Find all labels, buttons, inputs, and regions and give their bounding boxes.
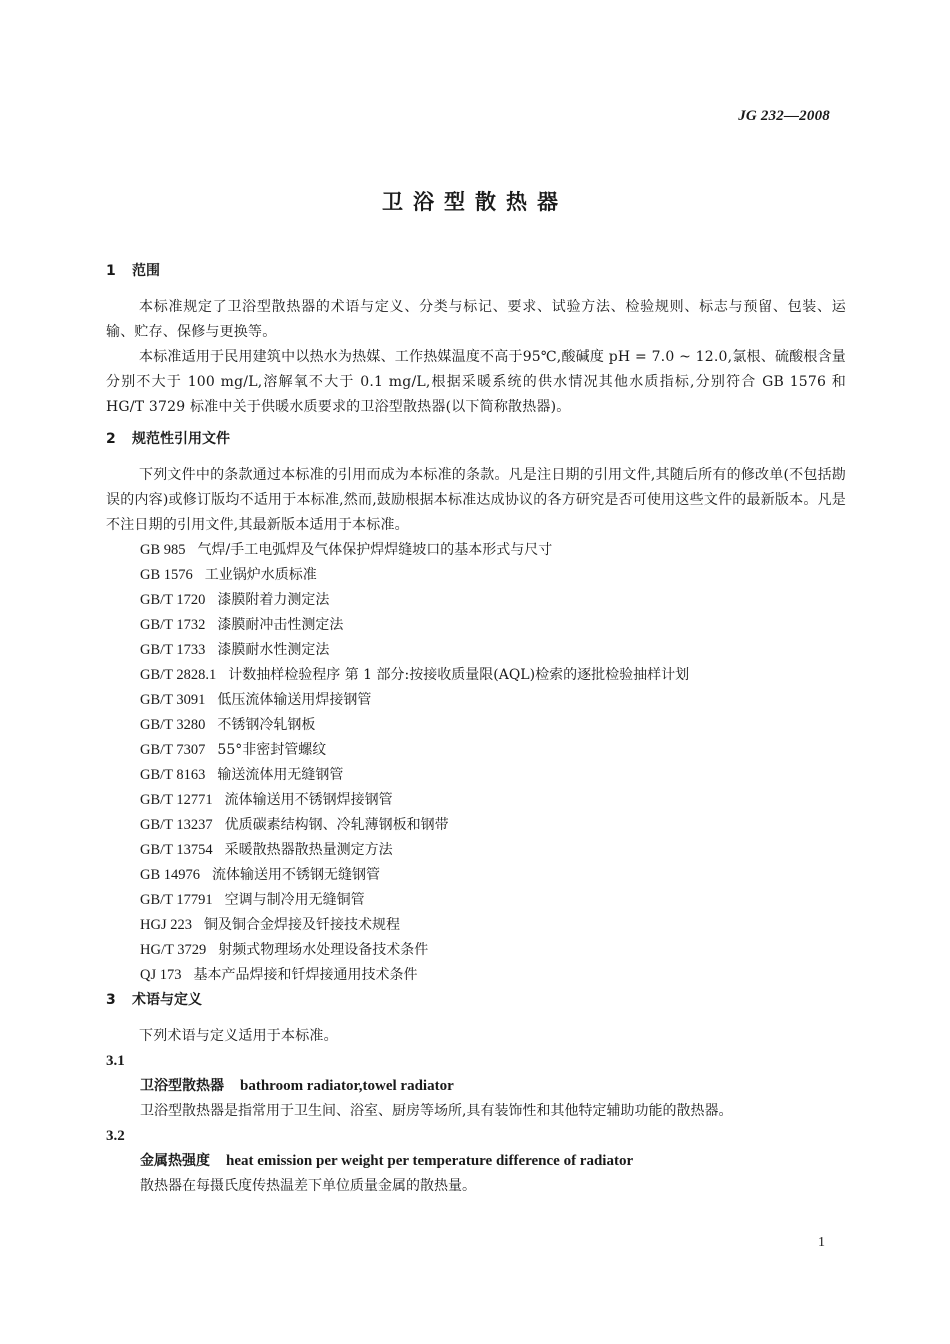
reference-item <box>140 813 846 838</box>
reference-code: GB/T 17791 <box>140 892 213 908</box>
reference-code: HG/T 3729 <box>140 942 207 958</box>
reference-item <box>140 563 846 588</box>
section-heading-scope <box>106 259 846 284</box>
reference-code: GB/T 13754 <box>140 842 213 858</box>
section-number: 3 <box>106 992 116 1008</box>
reference-title: 射频式物理场水处理设备技术条件 <box>218 942 429 958</box>
term-entry <box>140 1074 846 1099</box>
reference-item <box>140 863 846 888</box>
reference-title: 计数抽样检验程序 第 1 部分:按接收质量限(AQL)检索的逐批检验抽样计划 <box>228 667 690 683</box>
document-title: 卫浴型散热器 <box>382 190 568 214</box>
reference-list <box>106 538 846 988</box>
section-heading-normative-references <box>106 427 846 452</box>
reference-title: 不锈钢冷轧钢板 <box>217 717 316 733</box>
clause-number: 3.2 <box>106 1128 125 1144</box>
reference-code: GB/T 13237 <box>140 817 213 833</box>
reference-title: 输送流体用无缝钢管 <box>217 767 344 783</box>
reference-item <box>140 663 846 688</box>
reference-code: GB/T 3280 <box>140 717 206 733</box>
document-body <box>106 259 846 1199</box>
reference-item <box>140 788 846 813</box>
standard-code: JG 232—2008 <box>738 108 830 124</box>
references-intro: 下列文件中的条款通过本标准的引用而成为本标准的条款。凡是注日期的引用文件,其随后所有的修改单(不包括勘误的内容)或修订版均不适用于本标准,然而,鼓励根据本标准达成协议的各方研究是否可使用这些文件的最新版本。凡是不注日期的引用文件,其最新版本适用于本标准。 <box>106 467 846 533</box>
section-title: 规范性引用文件 <box>132 431 230 447</box>
page-number: 1 <box>818 1235 825 1250</box>
term-chinese: 卫浴型散热器 <box>140 1078 224 1094</box>
reference-code: GB/T 8163 <box>140 767 206 783</box>
reference-item <box>140 738 846 763</box>
reference-code: GB/T 2828.1 <box>140 667 217 683</box>
reference-item <box>140 613 846 638</box>
reference-title: 流体输送用不锈钢无缝钢管 <box>212 867 381 883</box>
reference-item <box>140 763 846 788</box>
scope-paragraph-2: 本标准适用于民用建筑中以热水为热媒、工作热媒温度不高于95℃,酸碱度 pH = 7.0 ~ 12.0,氯根、硫酸根含量分别不大于 100 mg/L,溶解氧不大于 0.1 mg/L,根据采暖系统的供水情况其他水质指标,分别符合 GB 1576 和 HG/T 3729 标准中关于供暖水质要求的卫浴型散热器(以下简称散热器)。 <box>106 349 846 415</box>
reference-code: GB/T 1733 <box>140 642 206 658</box>
reference-code: GB/T 1732 <box>140 617 206 633</box>
term-definition: 散热器在每摄氏度传热温差下单位质量金属的散热量。 <box>140 1178 476 1194</box>
scope-paragraph-1: 本标准规定了卫浴型散热器的术语与定义、分类与标记、要求、试验方法、检验规则、标志与预留、包装、运输、贮存、保修与更换等。 <box>106 299 846 340</box>
term-english: bathroom radiator,towel radiator <box>240 1078 454 1094</box>
term-entry <box>140 1149 846 1174</box>
reference-item <box>140 638 846 663</box>
section-heading-terms-definitions <box>106 988 846 1013</box>
reference-title: 工业锅炉水质标准 <box>204 567 317 583</box>
reference-code: GB 1576 <box>140 567 193 583</box>
section-number: 1 <box>106 263 116 279</box>
reference-title: 漆膜耐水性测定法 <box>217 642 330 658</box>
reference-item <box>140 888 846 913</box>
reference-item <box>140 838 846 863</box>
section-number: 2 <box>106 431 116 447</box>
reference-code: GB 985 <box>140 542 186 558</box>
reference-code: QJ 173 <box>140 967 182 983</box>
reference-code: GB/T 3091 <box>140 692 206 708</box>
reference-title: 55°非密封管螺纹 <box>217 742 327 758</box>
reference-code: GB/T 1720 <box>140 592 206 608</box>
reference-item <box>140 713 846 738</box>
clause-number: 3.1 <box>106 1053 125 1069</box>
reference-title: 铜及铜合金焊接及钎接技术规程 <box>203 917 400 933</box>
reference-code: GB 14976 <box>140 867 201 883</box>
reference-title: 气焊/手工电弧焊及气体保护焊焊缝坡口的基本形式与尺寸 <box>197 542 553 558</box>
reference-title: 基本产品焊接和钎焊接通用技术条件 <box>193 967 418 983</box>
section-title: 范围 <box>132 263 160 279</box>
reference-title: 优质碳素结构钢、冷轧薄钢板和钢带 <box>224 817 449 833</box>
reference-title: 流体输送用不锈钢焊接钢管 <box>224 792 393 808</box>
reference-item <box>140 963 846 988</box>
term-definition: 卫浴型散热器是指常用于卫生间、浴室、厨房等场所,具有装饰性和其他特定辅助功能的散热器。 <box>140 1103 733 1119</box>
terms-intro: 下列术语与定义适用于本标准。 <box>139 1028 338 1044</box>
reference-code: GB/T 7307 <box>140 742 206 758</box>
reference-title: 漆膜耐冲击性测定法 <box>217 617 344 633</box>
reference-title: 低压流体输送用焊接钢管 <box>217 692 372 708</box>
reference-item <box>140 938 846 963</box>
reference-code: GB/T 12771 <box>140 792 213 808</box>
reference-item <box>140 913 846 938</box>
reference-item <box>140 588 846 613</box>
reference-item <box>140 688 846 713</box>
section-title: 术语与定义 <box>132 992 202 1008</box>
term-chinese: 金属热强度 <box>140 1153 210 1169</box>
term-english: heat emission per weight per temperature difference of radiator <box>226 1153 634 1169</box>
reference-item <box>140 538 846 563</box>
reference-code: HGJ 223 <box>140 917 192 933</box>
reference-title: 漆膜附着力测定法 <box>217 592 330 608</box>
reference-title: 空调与制冷用无缝铜管 <box>224 892 365 908</box>
reference-title: 采暖散热器散热量测定方法 <box>224 842 393 858</box>
